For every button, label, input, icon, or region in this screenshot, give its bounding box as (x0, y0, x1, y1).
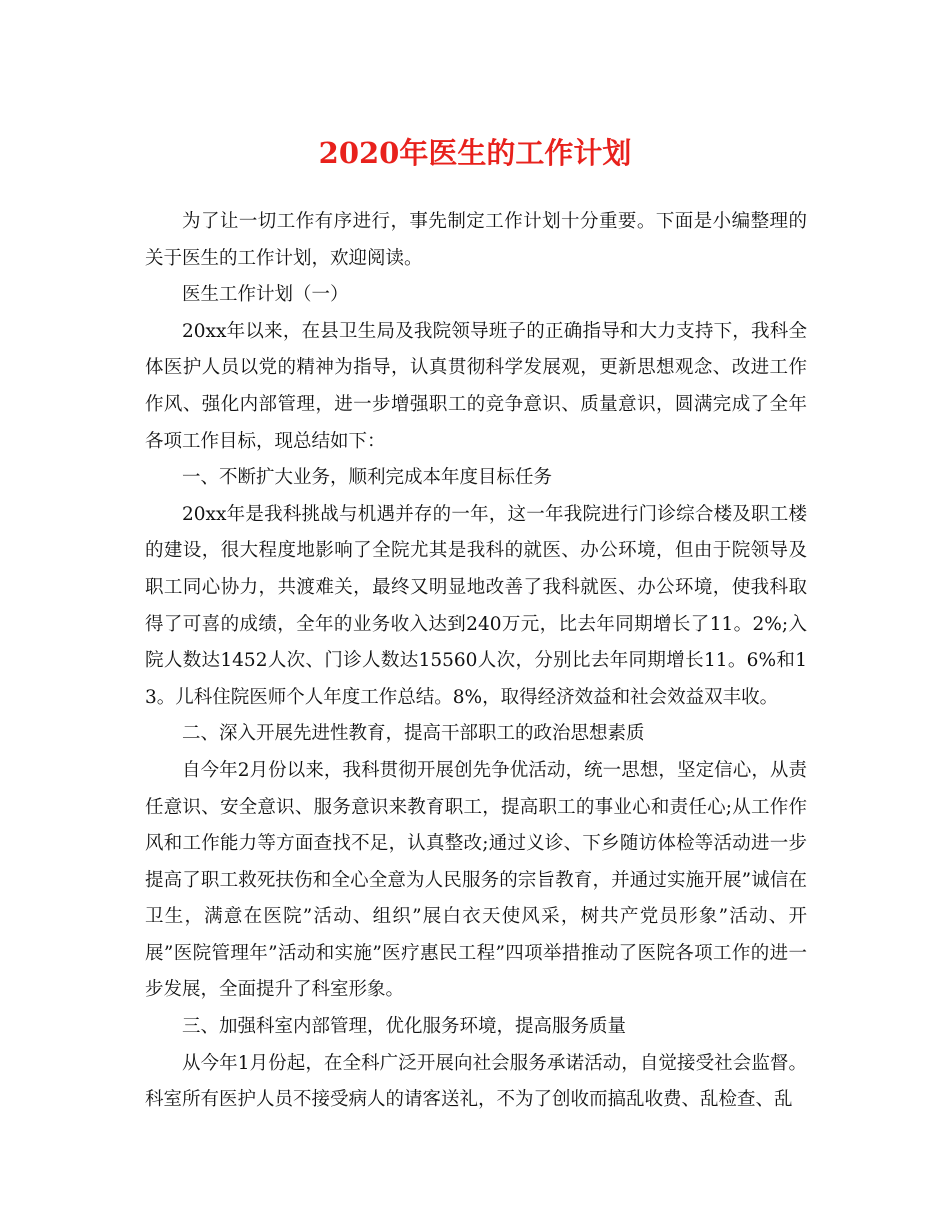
section-heading-2: 二、深入开展先进性教育，提高干部职工的政治思想素质 (182, 723, 645, 745)
paragraph-intro: 为了让一切工作有序进行，事先制定工作计划十分重要。下面是小编整理的关于医生的工作计划，欢迎阅读。 (145, 211, 807, 269)
section-heading-plan-1: 医生工作计划（一） (182, 284, 349, 306)
section-heading-3: 三、加强科室内部管理，优化服务环境，提高服务质量 (182, 1016, 627, 1038)
paragraph-business: 20xx年是我科挑战与机遇并存的一年，这一年我院进行门诊综合楼及职工楼的建设，很大程度地影响了全院尤其是我科的就医、办公环境，但由于院领导及职工同心协力，共渡难关，最终又明显地改善了我科就医、办公环境，使我科取得了可喜的成绩，全年的业务收入达到240万元，比去年同期增长了11。2%;入院人数达1452人次、门诊人数达15560人次，分别比去年同期增长11。6%和13。儿科住院医师个人年度工作总结。8%，取得经济效益和社会效益双丰收。 (145, 503, 807, 708)
paragraph-education: 自今年2月份以来，我科贯彻开展创先争优活动，统一思想，坚定信心，从责任意识、安全意识、服务意识来教育职工，提高职工的事业心和责任心;从工作作风和工作能力等方面查找不足，认真整改;通过义诊、下乡随访体检等活动进一步提高了职工救死扶伤和全心全意为人民服务的宗旨教育，并通过实施开展”诚信在卫生，满意在医院”活动、组织”展白衣天使风采，树共产党员形象”活动、开展”医院管理年”活动和实施”医疗惠民工程”四项举措推动了医院各项工作的进一步发展，全面提升了科室形象。 (145, 759, 807, 1001)
paragraph-management: 从今年1月份起，在全科广泛开展向社会服务承诺活动，自觉接受社会监督。科室所有医护人员不接受病人的请客送礼，不为了创收而搞乱收费、乱检查、乱 (145, 1052, 807, 1111)
paragraph-summary: 20xx年以来，在县卫生局及我院领导班子的正确指导和大力支持下，我科全体医护人员以党的精神为指导，认真贯彻科学发展观，更新思想观念、改进工作作风、强化内部管理，进一步增强职工的竞争意识、质量意识，圆满完成了全年各项工作目标，现总结如下： (145, 320, 807, 452)
document-body (145, 204, 807, 1119)
document-title: 2020年医生的工作计划 (318, 136, 632, 170)
section-heading-1: 一、不断扩大业务，顺利完成本年度目标任务 (182, 467, 553, 489)
